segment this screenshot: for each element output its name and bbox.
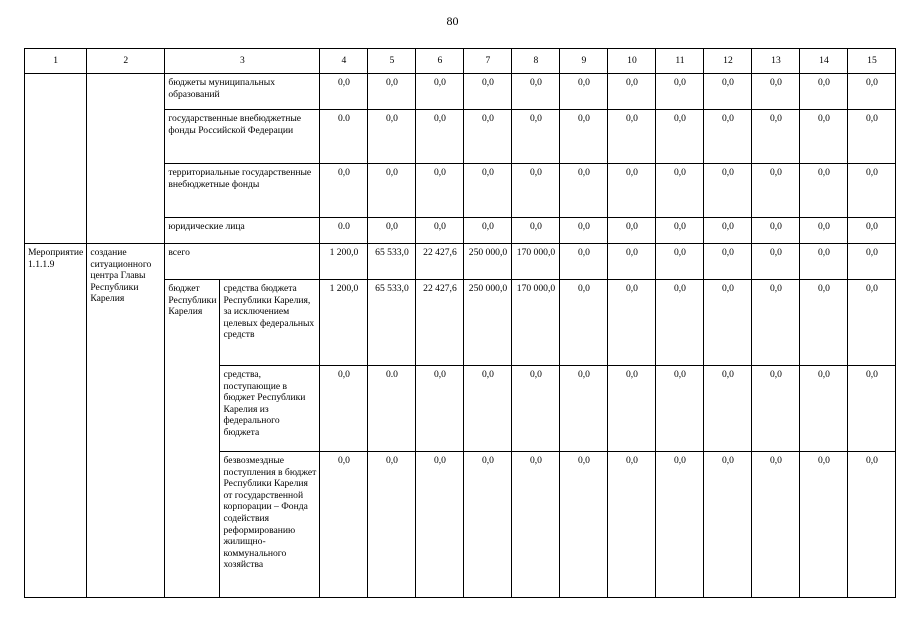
value-cell: 0,0 <box>416 74 464 110</box>
value-cell: 0,0 <box>704 244 752 280</box>
header-cell: 4 <box>320 49 368 74</box>
header-cell: 7 <box>464 49 512 74</box>
value-cell: 0,0 <box>608 110 656 164</box>
row-label: территориальные государственные внебюджетные фонды <box>165 164 320 218</box>
value-cell: 0,0 <box>560 244 608 280</box>
value-cell: 250 000,0 <box>464 280 512 366</box>
value-cell: 0,0 <box>800 218 848 244</box>
measure-name: создание ситуационного центра Главы Республики Карелия <box>87 244 165 598</box>
value-cell: 0,0 <box>752 164 800 218</box>
value-cell: 0,0 <box>800 74 848 110</box>
value-cell: 0.0 <box>320 218 368 244</box>
value-cell: 0,0 <box>368 164 416 218</box>
row-label: юридические лица <box>165 218 320 244</box>
row-label: безвозмездные поступления в бюджет Республики Карелия от государственной корпорации – Фонда содействия реформированию жилищно-коммунального хозяйства <box>220 452 320 598</box>
value-cell: 0,0 <box>608 280 656 366</box>
value-cell: 0,0 <box>560 164 608 218</box>
value-cell: 0,0 <box>512 110 560 164</box>
value-cell: 0,0 <box>704 366 752 452</box>
value-cell: 0,0 <box>320 366 368 452</box>
header-cell: 13 <box>752 49 800 74</box>
value-cell: 0,0 <box>800 452 848 598</box>
value-cell: 22 427,6 <box>416 280 464 366</box>
value-cell: 0,0 <box>560 74 608 110</box>
row-label: государственные внебюджетные фонды Российской Федерации <box>165 110 320 164</box>
value-cell: 0,0 <box>368 110 416 164</box>
empty-cell <box>87 74 165 244</box>
value-cell: 0.0 <box>368 366 416 452</box>
value-cell: 0.0 <box>320 110 368 164</box>
measure-code: Мероприятие 1.1.1.9 <box>25 244 87 598</box>
value-cell: 0,0 <box>848 366 896 452</box>
value-cell: 0,0 <box>704 280 752 366</box>
value-cell: 0,0 <box>752 218 800 244</box>
header-cell: 1 <box>25 49 87 74</box>
page-number: 80 <box>446 14 459 28</box>
value-cell: 0,0 <box>800 164 848 218</box>
value-cell: 0,0 <box>704 218 752 244</box>
value-cell: 0,0 <box>608 452 656 598</box>
value-cell: 0,0 <box>848 280 896 366</box>
value-cell: 0,0 <box>464 452 512 598</box>
value-cell: 0,0 <box>464 74 512 110</box>
value-cell: 0,0 <box>800 366 848 452</box>
value-cell: 0,0 <box>512 218 560 244</box>
value-cell: 0,0 <box>656 74 704 110</box>
value-cell: 0,0 <box>560 110 608 164</box>
value-cell: 250 000,0 <box>464 244 512 280</box>
value-cell: 1 200,0 <box>320 244 368 280</box>
header-cell: 5 <box>368 49 416 74</box>
row-label: всего <box>165 244 320 280</box>
budget-label: бюджет Республики Карелия <box>165 280 220 598</box>
empty-cell <box>25 74 87 244</box>
value-cell: 0,0 <box>512 164 560 218</box>
header-cell: 11 <box>656 49 704 74</box>
value-cell: 0,0 <box>800 280 848 366</box>
value-cell: 0,0 <box>704 74 752 110</box>
value-cell: 0,0 <box>368 74 416 110</box>
header-cell: 8 <box>512 49 560 74</box>
value-cell: 0,0 <box>752 280 800 366</box>
header-cell: 15 <box>848 49 896 74</box>
value-cell: 0,0 <box>800 110 848 164</box>
value-cell: 1 200,0 <box>320 280 368 366</box>
value-cell: 0,0 <box>560 366 608 452</box>
value-cell: 0,0 <box>464 218 512 244</box>
value-cell: 0,0 <box>416 164 464 218</box>
value-cell: 0,0 <box>800 244 848 280</box>
value-cell: 0,0 <box>608 218 656 244</box>
header-row <box>25 49 896 74</box>
value-cell: 0,0 <box>752 366 800 452</box>
value-cell: 0,0 <box>656 244 704 280</box>
header-cell: 6 <box>416 49 464 74</box>
value-cell: 0,0 <box>512 452 560 598</box>
value-cell: 0,0 <box>848 110 896 164</box>
value-cell: 0,0 <box>320 74 368 110</box>
value-cell: 170 000,0 <box>512 280 560 366</box>
value-cell: 0,0 <box>320 452 368 598</box>
table-row <box>25 244 896 280</box>
value-cell: 0,0 <box>560 280 608 366</box>
value-cell: 65 533,0 <box>368 244 416 280</box>
header-cell: 14 <box>800 49 848 74</box>
value-cell: 0,0 <box>416 452 464 598</box>
value-cell: 0,0 <box>512 74 560 110</box>
header-cell: 12 <box>704 49 752 74</box>
value-cell: 0,0 <box>752 452 800 598</box>
value-cell: 0,0 <box>560 218 608 244</box>
value-cell: 65 533,0 <box>368 280 416 366</box>
header-cell: 10 <box>608 49 656 74</box>
row-label: средства, поступающие в бюджет Республики Карелия из федерального бюджета <box>220 366 320 452</box>
value-cell: 0,0 <box>464 366 512 452</box>
value-cell: 0,0 <box>656 164 704 218</box>
value-cell: 0,0 <box>848 244 896 280</box>
value-cell: 0,0 <box>848 452 896 598</box>
value-cell: 0,0 <box>752 244 800 280</box>
value-cell: 0,0 <box>416 110 464 164</box>
value-cell: 0,0 <box>848 74 896 110</box>
value-cell: 0,0 <box>656 280 704 366</box>
value-cell: 0,0 <box>608 164 656 218</box>
table-row <box>25 74 896 110</box>
value-cell: 0,0 <box>464 164 512 218</box>
header-cell: 3 <box>165 49 320 74</box>
value-cell: 0,0 <box>704 110 752 164</box>
row-label: средства бюджета Республики Карелия, за исключением целевых федеральных средств <box>220 280 320 366</box>
value-cell: 0,0 <box>656 366 704 452</box>
value-cell: 0,0 <box>656 218 704 244</box>
value-cell: 0,0 <box>704 452 752 598</box>
header-cell: 9 <box>560 49 608 74</box>
value-cell: 22 427,6 <box>416 244 464 280</box>
header-cell: 2 <box>87 49 165 74</box>
value-cell: 0,0 <box>656 452 704 598</box>
value-cell: 0,0 <box>560 452 608 598</box>
value-cell: 0,0 <box>752 74 800 110</box>
value-cell: 0,0 <box>368 218 416 244</box>
value-cell: 0,0 <box>464 110 512 164</box>
value-cell: 0,0 <box>416 366 464 452</box>
value-cell: 0,0 <box>368 452 416 598</box>
budget-table <box>24 48 896 598</box>
value-cell: 0,0 <box>320 164 368 218</box>
value-cell: 0,0 <box>848 164 896 218</box>
value-cell: 0,0 <box>608 74 656 110</box>
row-label: бюджеты муниципальных образований <box>165 74 320 110</box>
value-cell: 0,0 <box>416 218 464 244</box>
value-cell: 0,0 <box>656 110 704 164</box>
value-cell: 170 000,0 <box>512 244 560 280</box>
value-cell: 0,0 <box>848 218 896 244</box>
value-cell: 0,0 <box>752 110 800 164</box>
value-cell: 0,0 <box>608 366 656 452</box>
value-cell: 0,0 <box>608 244 656 280</box>
value-cell: 0,0 <box>704 164 752 218</box>
value-cell: 0,0 <box>512 366 560 452</box>
